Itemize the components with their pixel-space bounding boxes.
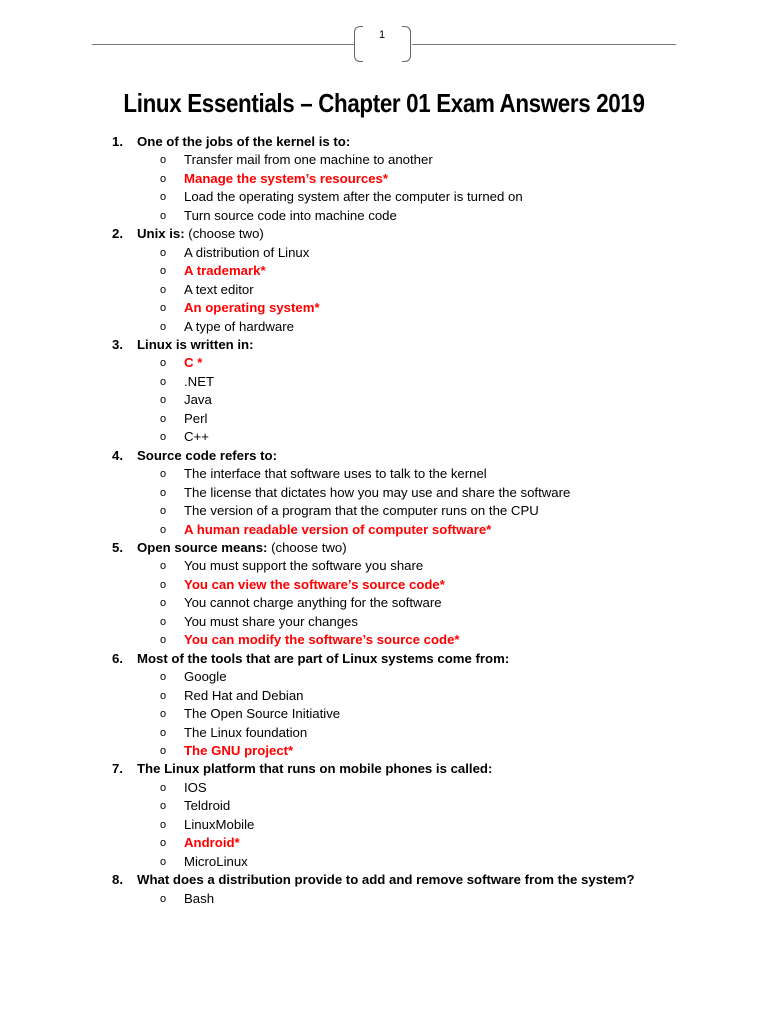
- correct-answer-option: [137, 631, 678, 649]
- question-list: [112, 133, 678, 908]
- question-text: [137, 133, 678, 151]
- option-label: .NET: [184, 373, 215, 389]
- question-number: 4.: [112, 447, 123, 463]
- question-instruction: (choose two): [267, 539, 347, 555]
- question-text: [137, 650, 678, 668]
- bullet-icon: o: [160, 726, 167, 739]
- bullet-icon: o: [160, 302, 167, 315]
- option-label: You must support the software you share: [184, 558, 424, 574]
- question-text: [137, 871, 678, 889]
- answer-options: [137, 354, 678, 446]
- correct-answer-option: [137, 299, 678, 317]
- question-text: [137, 539, 678, 557]
- header-bracket-right: [402, 26, 411, 62]
- bullet-icon: o: [160, 246, 167, 259]
- bullet-icon: o: [160, 634, 167, 647]
- option-label: The Linux foundation: [184, 724, 308, 740]
- bullet-icon: o: [160, 689, 167, 702]
- bullet-icon: o: [160, 412, 167, 425]
- bullet-icon: o: [160, 172, 167, 185]
- question-number: 6.: [112, 650, 123, 666]
- bullet-icon: o: [160, 800, 167, 813]
- answer-option: [137, 151, 678, 169]
- answer-option: [137, 724, 678, 742]
- question-number: 3.: [112, 336, 123, 352]
- answer-options: [137, 244, 678, 336]
- bullet-icon: o: [160, 837, 167, 850]
- answer-option: [137, 410, 678, 428]
- answer-option: [137, 816, 678, 834]
- question-number: 7.: [112, 761, 123, 777]
- option-label: Bash: [184, 890, 215, 906]
- question-prompt: Open source means:: [137, 539, 268, 555]
- option-label: Android*: [184, 835, 240, 851]
- bullet-icon: o: [160, 357, 167, 370]
- correct-answer-option: [137, 354, 678, 372]
- answer-option: [137, 594, 678, 612]
- answer-options: [137, 465, 678, 539]
- bullet-icon: o: [160, 615, 167, 628]
- option-label: Transfer mail from one machine to another: [184, 152, 433, 168]
- correct-answer-option: [137, 262, 678, 280]
- answer-options: [137, 557, 678, 649]
- question-prompt: Unix is:: [137, 226, 185, 242]
- bullet-icon: o: [160, 855, 167, 868]
- answer-option: [137, 705, 678, 723]
- question-text: [137, 447, 678, 465]
- question-text: [137, 225, 678, 243]
- option-label: You cannot charge anything for the software: [184, 595, 442, 611]
- bullet-icon: o: [160, 781, 167, 794]
- bullet-icon: o: [160, 431, 167, 444]
- correct-answer-option: [137, 170, 678, 188]
- bullet-icon: o: [160, 523, 167, 536]
- answer-option: [137, 779, 678, 797]
- option-label: MicroLinux: [184, 853, 248, 869]
- answer-option: [137, 207, 678, 225]
- correct-answer-option: [137, 834, 678, 852]
- correct-answer-option: [137, 521, 678, 539]
- option-label: An operating system*: [184, 300, 320, 316]
- bullet-icon: o: [160, 394, 167, 407]
- bullet-icon: o: [160, 320, 167, 333]
- option-label: A type of hardware: [184, 318, 294, 334]
- question-item: [112, 871, 678, 908]
- option-label: The GNU project*: [184, 742, 294, 758]
- answer-options: [137, 151, 678, 225]
- option-label: You must share your changes: [184, 613, 358, 629]
- option-label: Teldroid: [184, 798, 231, 814]
- bullet-icon: o: [160, 818, 167, 831]
- option-label: A human readable version of computer software*: [184, 521, 492, 537]
- option-label: You can modify the software’s source code*: [184, 632, 460, 648]
- answer-options: [137, 890, 678, 908]
- answer-option: [137, 890, 678, 908]
- answer-option: [137, 281, 678, 299]
- bullet-icon: o: [160, 708, 167, 721]
- answer-option: [137, 391, 678, 409]
- header-rule-left: [92, 44, 354, 45]
- option-label: C++: [184, 429, 209, 445]
- bullet-icon: o: [160, 265, 167, 278]
- question-prompt: Linux is written in:: [137, 336, 254, 352]
- header-rule-right: [412, 44, 676, 45]
- question-item: [112, 336, 678, 447]
- question-prompt: Most of the tools that are part of Linux systems come from:: [137, 650, 510, 666]
- question-prompt: What does a distribution provide to add and remove software from the system?: [137, 872, 635, 888]
- bullet-icon: o: [160, 209, 167, 222]
- bullet-icon: o: [160, 375, 167, 388]
- answer-option: [137, 318, 678, 336]
- bullet-icon: o: [160, 671, 167, 684]
- question-item: [112, 760, 678, 871]
- option-label: Google: [184, 669, 227, 685]
- option-label: C *: [184, 355, 203, 371]
- answer-option: [137, 613, 678, 631]
- option-label: Load the operating system after the computer is turned on: [184, 189, 523, 205]
- question-item: [112, 447, 678, 539]
- answer-option: [137, 797, 678, 815]
- question-prompt: Source code refers to:: [137, 447, 277, 463]
- answer-options: [137, 779, 678, 871]
- bullet-icon: o: [160, 486, 167, 499]
- answer-option: [137, 853, 678, 871]
- bullet-icon: o: [160, 597, 167, 610]
- question-text: [137, 760, 678, 778]
- option-label: The version of a program that the computer runs on the CPU: [184, 503, 539, 519]
- option-label: Perl: [184, 410, 208, 426]
- correct-answer-option: [137, 576, 678, 594]
- bullet-icon: o: [160, 505, 167, 518]
- question-item: [112, 133, 678, 225]
- answer-options: [137, 668, 678, 760]
- option-label: A trademark*: [184, 263, 266, 279]
- bullet-icon: o: [160, 283, 167, 296]
- bullet-icon: o: [160, 191, 167, 204]
- question-item: [112, 650, 678, 761]
- answer-option: [137, 244, 678, 262]
- bullet-icon: o: [160, 468, 167, 481]
- question-number: 5.: [112, 539, 123, 555]
- page-header: [92, 24, 676, 64]
- question-number: 8.: [112, 872, 123, 888]
- page-number: 1: [378, 29, 386, 41]
- bullet-icon: o: [160, 578, 167, 591]
- answer-option: [137, 465, 678, 483]
- option-label: Red Hat and Debian: [184, 687, 304, 703]
- bullet-icon: o: [160, 744, 167, 757]
- question-text: [137, 336, 678, 354]
- question-prompt: One of the jobs of the kernel is to:: [137, 134, 351, 149]
- answer-option: [137, 557, 678, 575]
- answer-option: [137, 668, 678, 686]
- option-label: A distribution of Linux: [184, 244, 310, 260]
- question-item: [112, 539, 678, 650]
- option-label: Turn source code into machine code: [184, 207, 397, 223]
- answer-option: [137, 428, 678, 446]
- answer-option: [137, 188, 678, 206]
- option-label: The Open Source Initiative: [184, 706, 341, 722]
- option-label: The interface that software uses to talk to the kernel: [184, 466, 487, 482]
- bullet-icon: o: [160, 892, 167, 905]
- question-item: [112, 225, 678, 336]
- question-number: 1.: [112, 134, 123, 149]
- option-label: Manage the system’s resources*: [184, 170, 389, 186]
- option-label: IOS: [184, 779, 207, 795]
- answer-option: [137, 484, 678, 502]
- answer-option: [137, 687, 678, 705]
- option-label: A text editor: [184, 281, 254, 297]
- answer-option: [137, 502, 678, 520]
- option-label: The license that dictates how you may use and share the software: [184, 484, 571, 500]
- bullet-icon: o: [160, 154, 167, 167]
- question-prompt: The Linux platform that runs on mobile phones is called:: [137, 761, 493, 777]
- document-title: Linux Essentials – Chapter 01 Exam Answers 2019: [123, 88, 645, 118]
- correct-answer-option: [137, 742, 678, 760]
- question-number: 2.: [112, 226, 123, 242]
- answer-option: [137, 373, 678, 391]
- bullet-icon: o: [160, 560, 167, 573]
- question-instruction: (choose two): [184, 226, 264, 242]
- option-label: You can view the software’s source code*: [184, 576, 445, 592]
- option-label: Java: [184, 392, 212, 408]
- option-label: LinuxMobile: [184, 816, 255, 832]
